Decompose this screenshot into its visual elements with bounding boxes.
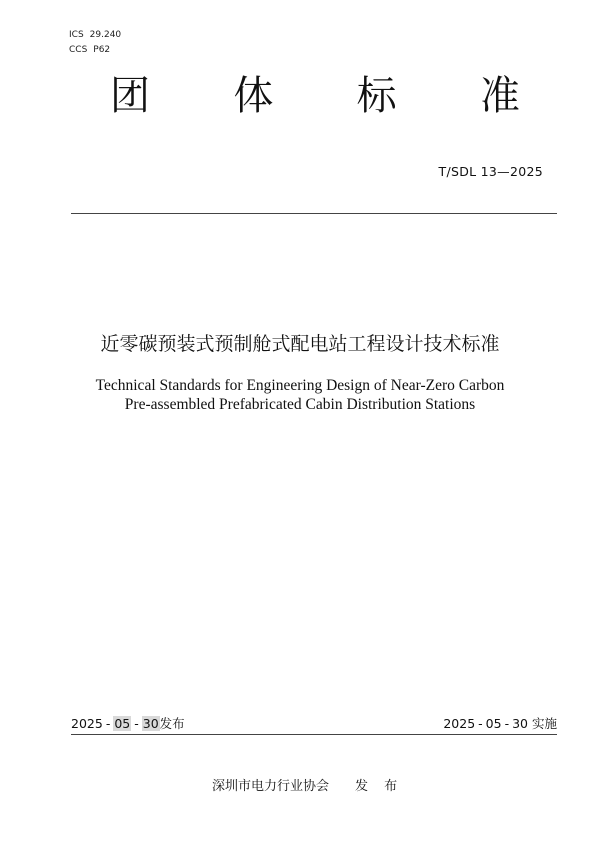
chinese-title: 近零碳预装式预制舱式配电站工程设计技术标准: [100, 333, 500, 355]
publish-suffix: 发布: [159, 716, 185, 731]
bottom-divider: [71, 734, 557, 735]
issuer-name: 深圳市电力行业协会: [212, 779, 330, 794]
implement-suffix: 实施: [531, 716, 557, 731]
ccs-code: [69, 43, 121, 58]
title-char-4: 准: [479, 73, 520, 119]
date-dash: -: [478, 716, 483, 731]
date-dash: -: [105, 716, 111, 731]
ccs-label: CCS: [69, 45, 88, 55]
date-dash: -: [134, 716, 139, 731]
publish-day: 30: [142, 716, 159, 731]
classification-codes: [69, 28, 121, 58]
ccs-value: P62: [93, 45, 111, 55]
publish-date: [71, 714, 185, 732]
standard-number: T/SDL 13—2025: [438, 164, 543, 179]
ics-code: [69, 28, 121, 43]
implement-day: 30: [512, 716, 528, 731]
title-char-1: 团: [110, 73, 150, 119]
implement-month: 05: [485, 716, 502, 731]
title-char-3: 标: [356, 73, 397, 119]
publish-month: 05: [114, 716, 131, 731]
ics-label: ICS: [69, 30, 84, 40]
publish-year: 2025: [71, 716, 103, 731]
date-dash: -: [504, 716, 510, 731]
standard-type-title: [110, 70, 520, 122]
implement-date: [443, 714, 557, 732]
title-char-2: 体: [233, 73, 274, 119]
implement-year: 2025: [443, 716, 476, 731]
ics-value: 29.240: [89, 30, 122, 40]
english-title-line-2: Pre-assembled Prefabricated Cabin Distribution Stations: [124, 396, 476, 413]
english-title-line-1: Technical Standards for Engineering Design of Near-Zero Carbon: [95, 377, 505, 394]
top-divider: [71, 213, 557, 214]
english-title: [0, 376, 600, 414]
issuer-line: [212, 775, 403, 794]
issue-word: 发 布: [355, 779, 404, 794]
